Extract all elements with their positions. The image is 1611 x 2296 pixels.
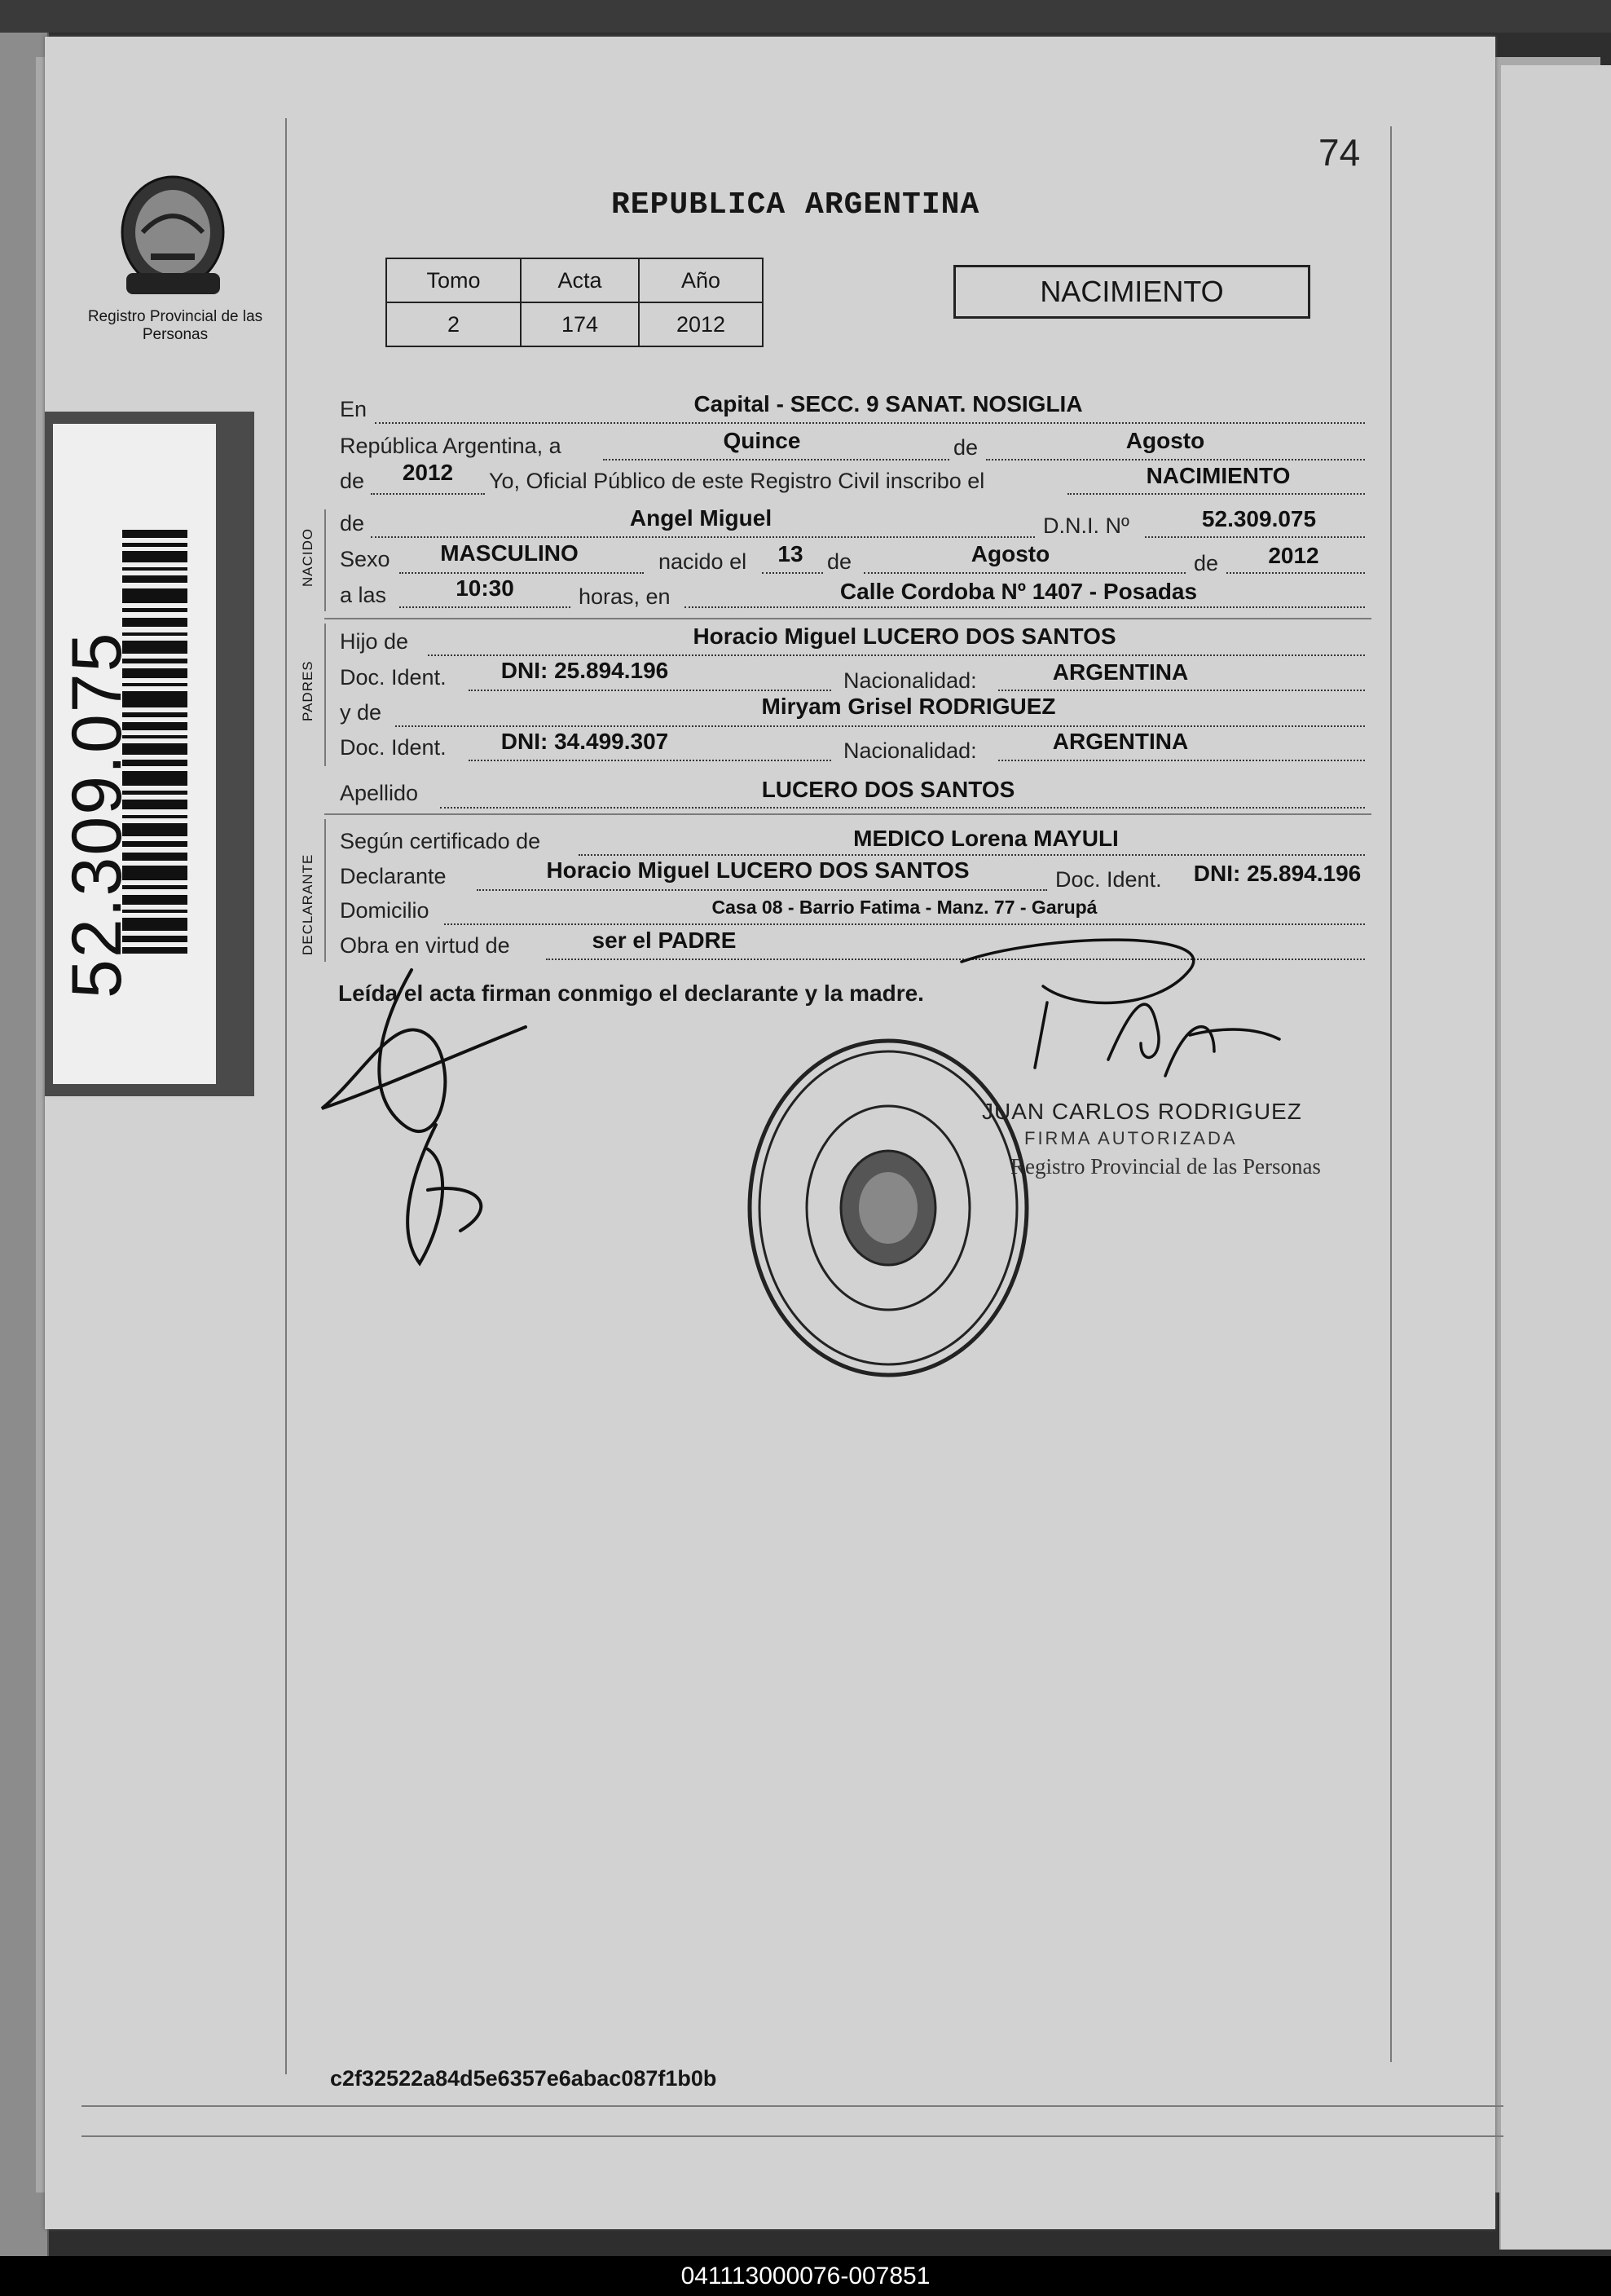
section-nacido: NACIDO — [300, 527, 315, 587]
obra-label: Obra en virtud de — [340, 933, 510, 958]
bottom-rule-2 — [81, 2135, 1503, 2137]
father-name-value: Horacio Miguel LUCERO DOS SANTOS — [693, 624, 1116, 649]
domicilio-label: Domicilio — [340, 898, 429, 923]
record-type-box: NACIMIENTO — [953, 265, 1310, 319]
registry-label: Registro Provincial de las Personas — [87, 308, 263, 343]
birth-time-value: 10:30 — [456, 575, 514, 601]
sexo-label: Sexo — [340, 547, 390, 571]
footer-id: 041113000076-007851 — [0, 2256, 1611, 2296]
day-value: Quince — [723, 428, 801, 453]
section-declarante: DECLARANTE — [300, 853, 315, 955]
declarant-signature — [314, 962, 558, 1271]
horas-label: horas, en — [579, 584, 671, 609]
yde-label: y de — [340, 700, 382, 725]
registry-seal-icon — [742, 1031, 1035, 1386]
address-value: Casa 08 - Barrio Fatima - Manz. 77 - Garupá — [711, 897, 1098, 918]
year-value: 2012 — [402, 460, 454, 485]
certificate-value: MEDICO Lorena MAYULI — [853, 826, 1119, 851]
section-rule — [324, 819, 326, 962]
adjacent-page-edge — [1499, 65, 1611, 2250]
place-value: Capital - SECC. 9 SANAT. NOSIGLIA — [693, 391, 1083, 416]
official-name: JUAN CARLOS RODRIGUEZ — [982, 1099, 1302, 1124]
mother-nat-value: ARGENTINA — [1052, 729, 1189, 754]
barcode-number: 52.309.075 — [58, 631, 136, 998]
official-department: Registro Provincial de las Personas — [1010, 1154, 1321, 1179]
nac2-label: Nacionalidad: — [843, 738, 977, 763]
nac-label: Nacionalidad: — [843, 668, 977, 693]
sexo-value: MASCULINO — [440, 540, 579, 566]
obra-value: ser el PADRE — [592, 928, 737, 953]
doc-label: Doc. Ident. — [340, 665, 447, 690]
de3-label: de — [340, 511, 365, 535]
en-label: En — [340, 397, 368, 421]
de5-label: de — [1194, 551, 1219, 575]
country-title: REPUBLICA ARGENTINA — [611, 187, 980, 223]
section-divider — [324, 618, 1371, 619]
alas-label: a las — [340, 583, 387, 607]
republica-label: República Argentina, a — [340, 434, 561, 458]
section-padres: PADRES — [300, 660, 315, 721]
segun-label: Según certificado de — [340, 829, 541, 853]
section-divider — [324, 813, 1371, 815]
child-dni-value: 52.309.075 — [1201, 506, 1317, 531]
dni-label: D.N.I. Nº — [1043, 513, 1129, 538]
table-header: Tomo — [386, 258, 521, 302]
table-header: Año — [639, 258, 763, 302]
scan-top-edge — [0, 0, 1611, 33]
month-value: Agosto — [1125, 428, 1205, 453]
page-number: 74 — [1318, 131, 1361, 174]
official-role: FIRMA AUTORIZADA — [1024, 1128, 1238, 1148]
father-doc-value: DNI: 25.894.196 — [500, 658, 669, 683]
closing-statement: Leída el acta firman conmigo el declarante y la madre. — [338, 981, 924, 1006]
mother-name-value: Miryam Grisel RODRIGUEZ — [761, 694, 1056, 719]
right-margin-line — [1390, 126, 1392, 2062]
birth-year-value: 2012 — [1268, 543, 1319, 568]
section-rule — [324, 509, 326, 611]
doc3-label: Doc. Ident. — [1055, 867, 1162, 892]
bottom-rule — [81, 2105, 1503, 2107]
hijo-label: Hijo de — [340, 629, 409, 654]
inscribo-label: Yo, Oficial Público de este Registro Civil inscribo el — [489, 469, 985, 493]
province-crest-icon — [110, 167, 236, 302]
document-hash: c2f32522a84d5e6357e6abac087f1b0b — [330, 2066, 717, 2091]
child-name-value: Angel Miguel — [629, 505, 772, 531]
de4-label: de — [827, 549, 852, 574]
surname-value: LUCERO DOS SANTOS — [761, 777, 1015, 802]
mother-doc-value: DNI: 34.499.307 — [500, 729, 669, 754]
record-table — [385, 258, 764, 347]
inscribo-value: NACIMIENTO — [1146, 463, 1291, 488]
declarant-value: Horacio Miguel LUCERO DOS SANTOS — [546, 857, 970, 883]
declarant-doc-value: DNI: 25.894.196 — [1193, 861, 1362, 886]
left-margin-line — [285, 118, 287, 2074]
de2-label: de — [340, 469, 365, 493]
father-nat-value: ARGENTINA — [1052, 659, 1189, 685]
de-label: de — [953, 435, 979, 460]
declarante-label: Declarante — [340, 864, 447, 888]
section-rule — [324, 624, 326, 766]
table-cell: 2012 — [639, 302, 763, 346]
doc2-label: Doc. Ident. — [340, 735, 447, 760]
table-header: Acta — [521, 258, 639, 302]
birth-month-value: Agosto — [971, 541, 1050, 566]
nacido-label: nacido el — [658, 549, 747, 574]
apellido-label: Apellido — [340, 781, 419, 805]
table-cell: 2 — [386, 302, 521, 346]
table-cell: 174 — [521, 302, 639, 346]
birth-day-value: 13 — [777, 541, 803, 566]
birth-place-value: Calle Cordoba Nº 1407 - Posadas — [839, 579, 1198, 604]
